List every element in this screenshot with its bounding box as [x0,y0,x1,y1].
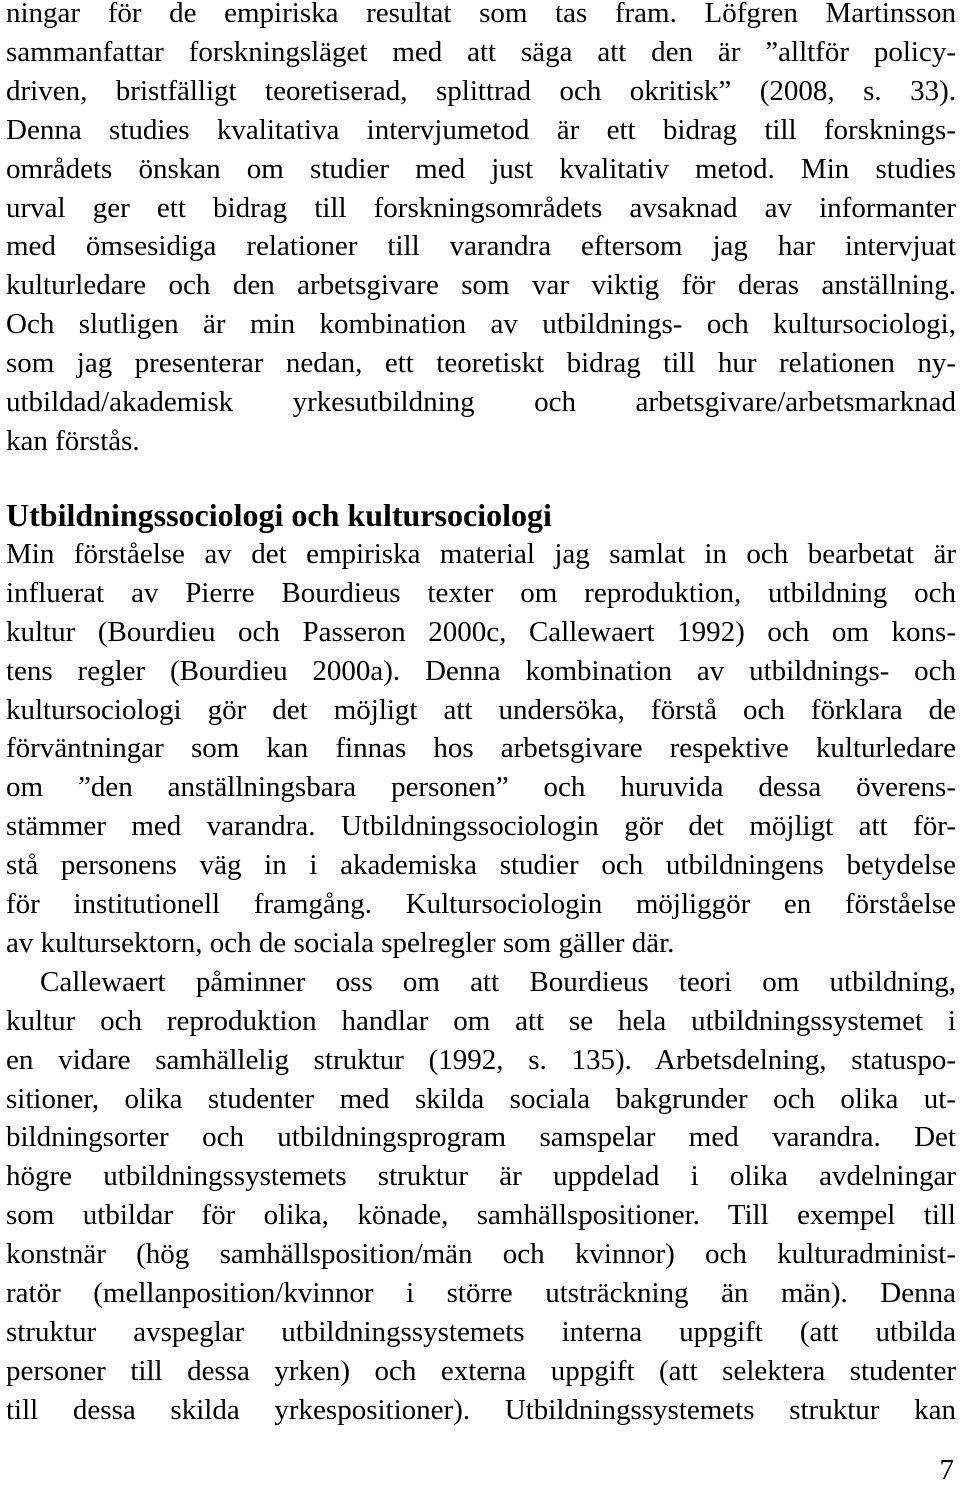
text-line: som utbildar för olika, könade, samhällspositioner. Till exempel till [6,1199,956,1232]
text-line: Och slutligen är min kombination av utbildnings- och kultursociologi, [6,308,956,341]
text-line: kultur och reproduktion handlar om att se hela utbildningssystemet i [6,1004,956,1037]
text-line: bildningsorter och utbildningsprogram samspelar med varandra. Det [6,1121,956,1154]
text-line: kulturledare och den arbetsgivare som var viktig för deras anställning. [6,269,956,302]
text-line: driven, bristfälligt teoretiserad, splittrad och okritisk” (2008, s. 33). [6,74,956,107]
text-line: Denna studies kvalitativa intervjumetod är ett bidrag till forsknings- [6,113,956,146]
text-line: av kultursektorn, och de sociala spelregler som gäller där. [6,926,675,959]
text-line: för institutionell framgång. Kultursociologin möjliggör en förståelse [6,888,956,921]
text-line: till dessa skilda yrkespositioner). Utbildningssystemets struktur kan [6,1393,956,1426]
document-page [6,0,956,1430]
page-number: 7 [939,1454,954,1486]
text-line: konstnär (hög samhällsposition/män och kvinnor) och kulturadminist- [6,1238,956,1271]
text-line: högre utbildningssystemets struktur är uppdelad i olika avdelningar [6,1160,956,1193]
text-line: en vidare samhällelig struktur (1992, s. 135). Arbetsdelning, statuspo- [6,1043,956,1076]
text-line: ratör (mellanposition/kvinnor i större utsträckning än män). Denna [6,1277,956,1310]
text-line: som jag presenterar nedan, ett teoretiskt bidrag till hur relationen ny- [6,347,956,380]
text-line: kan förstås. [6,424,140,457]
text-line: Callewaert påminner oss om att Bourdieus teori om utbildning, [40,965,956,998]
text-line: med ömsesidiga relationer till varandra eftersom jag har intervjuat [6,230,956,263]
text-line: områdets önskan om studier med just kvalitativ metod. Min studies [6,152,956,185]
text-line: om ”den anställningsbara personen” och huruvida dessa överens- [6,771,956,804]
text-line: tens regler (Bourdieu 2000a). Denna kombination av utbildnings- och [6,654,956,687]
text-line: struktur avspeglar utbildningssystemets interna uppgift (att utbilda [6,1316,956,1348]
section-paragraph-1 [6,535,956,963]
text-line: Min förståelse av det empiriska material jag samlat in och bearbetat är [6,537,956,570]
text-line: stå personens väg in i akademiska studier och utbildningens betydelse [6,849,956,882]
intro-paragraph [6,0,956,461]
text-line: utbildad/akademisk yrkesutbildning och arbetsgivare/arbetsmarknad [6,386,956,419]
section-paragraph-2 [6,963,956,1430]
text-line: personer till dessa yrken) och externa uppgift (att selektera studenter [6,1354,956,1387]
text-line: influerat av Pierre Bourdieus texter om reproduktion, utbildning och [6,576,956,609]
text-line: sitioner, olika studenter med skilda sociala bakgrunder och olika ut- [6,1082,956,1115]
text-line: kultursociologi gör det möjligt att undersöka, förstå och förklara de [6,693,956,726]
text-line: ningar för de empiriska resultat som tas fram. Löfgren Martinsson [6,0,956,29]
text-line: urval ger ett bidrag till forskningsområdets avsaknad av informanter [6,191,956,224]
text-line: sammanfattar forskningsläget med att säga att den är ”alltför policy- [6,35,956,68]
text-line: stämmer med varandra. Utbildningssociologin gör det möjligt att för- [6,810,956,843]
text-line: förväntningar som kan finnas hos arbetsgivare respektive kulturledare [6,732,956,765]
text-line: kultur (Bourdieu och Passeron 2000c, Callewaert 1992) och om kons- [6,615,956,648]
section-heading: Utbildningssociologi och kultursociologi [6,496,552,533]
